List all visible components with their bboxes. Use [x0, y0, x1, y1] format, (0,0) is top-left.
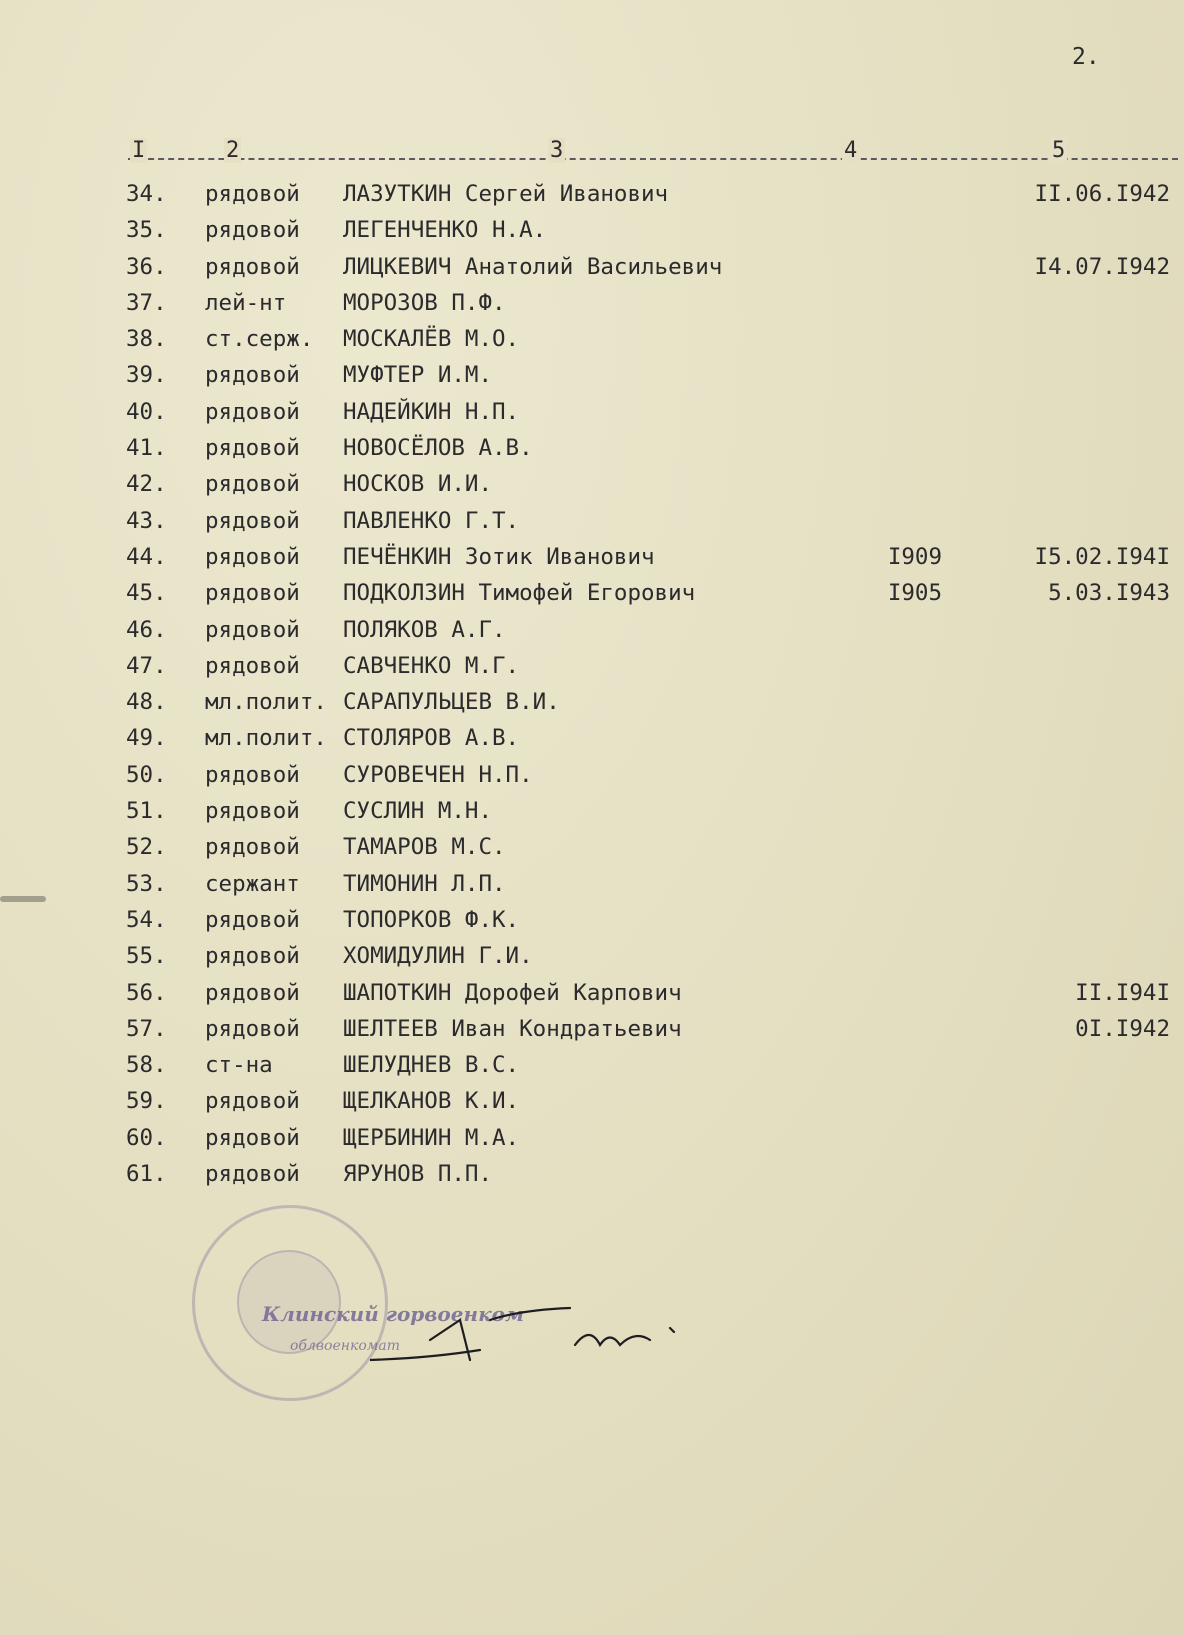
rank: рядовой [205, 834, 300, 861]
rank: рядовой [205, 217, 300, 244]
stamp-text: Клинский горвоенком [262, 1302, 524, 1326]
row-number: 56. [126, 979, 167, 1006]
rank: рядовой [205, 580, 300, 607]
list-item [0, 648, 1184, 684]
rank: рядовой [205, 616, 300, 643]
date: I5.02.I94I [1034, 543, 1170, 570]
list-item [0, 575, 1184, 611]
person-name: ТОПОРКОВ Ф.К. [343, 906, 520, 933]
row-number: 38. [126, 326, 167, 353]
person-name: САВЧЕНКО М.Г. [343, 652, 520, 679]
date: II.06.I942 [1034, 181, 1170, 207]
column-number-2: 2 [226, 138, 240, 163]
rank: рядовой [205, 471, 300, 498]
person-name: СУРОВЕЧЕН Н.П. [343, 761, 533, 788]
rank: рядовой [205, 398, 300, 425]
date: II.I94I [1075, 979, 1170, 1006]
row-number: 37. [126, 289, 167, 316]
rank: рядовой [205, 362, 300, 389]
list-item [0, 1083, 1184, 1119]
date: 5.03.I943 [1048, 580, 1170, 607]
list-item [0, 539, 1184, 575]
row-number: 59. [126, 1088, 167, 1115]
date: I4.07.I942 [1034, 253, 1170, 280]
list-item [0, 1120, 1184, 1156]
person-name: ТИМОНИН Л.П. [343, 870, 506, 897]
list-item [0, 430, 1184, 466]
list-item [0, 757, 1184, 793]
stamp-subtext: облвоенкомат [290, 1338, 400, 1354]
rank: ст.серж. [205, 326, 314, 353]
person-name: ХОМИДУЛИН Г.И. [343, 943, 533, 970]
list-item [0, 1156, 1184, 1192]
birth-year: I909 [887, 543, 942, 570]
column-number-3: 3 [550, 138, 564, 163]
rank: рядовой [205, 652, 300, 679]
person-name: ПОДКОЛЗИН Тимофей Егорович [343, 580, 696, 607]
person-name: ПЕЧЁНКИН Зотик Иванович [343, 543, 655, 570]
paper-edge-mark [0, 896, 46, 902]
person-name: МОСКАЛЁВ М.О. [343, 326, 520, 353]
person-name: ШЕЛУДНЕВ В.С. [343, 1052, 520, 1079]
person-name: СУСЛИН М.Н. [343, 798, 493, 825]
list-item [0, 1047, 1184, 1083]
list-item [0, 357, 1184, 393]
rank: сержант [205, 870, 300, 897]
row-number: 61. [126, 1161, 167, 1188]
person-name: САРАПУЛЬЦЕВ В.И. [343, 689, 560, 716]
rank: рядовой [205, 1088, 300, 1115]
person-name: МУФТЕР И.М. [343, 362, 493, 389]
list-item [0, 866, 1184, 902]
person-name: НАДЕЙКИН Н.П. [343, 398, 520, 425]
rank: рядовой [205, 761, 300, 788]
person-name: ЛИЦКЕВИЧ Анатолий Васильевич [343, 253, 723, 280]
list-item [0, 394, 1184, 430]
row-number: 35. [126, 217, 167, 244]
rank: рядовой [205, 1015, 300, 1042]
row-number: 41. [126, 435, 167, 462]
row-number: 43. [126, 507, 167, 534]
birth-year: I905 [887, 580, 942, 607]
row-number: 40. [126, 398, 167, 425]
rank: рядовой [205, 1161, 300, 1188]
list-item [0, 793, 1184, 829]
rank: рядовой [205, 507, 300, 534]
column-number-header [128, 138, 1178, 174]
row-number: 34. [126, 181, 167, 207]
row-number: 42. [126, 471, 167, 498]
row-number: 44. [126, 543, 167, 570]
rank: рядовой [205, 543, 300, 570]
rank: рядовой [205, 943, 300, 970]
list-item [0, 829, 1184, 865]
person-name: ЩЕЛКАНОВ К.И. [343, 1088, 520, 1115]
rank: рядовой [205, 253, 300, 280]
row-number: 52. [126, 834, 167, 861]
rank: рядовой [205, 181, 300, 207]
column-number-1: I [132, 138, 146, 163]
row-number: 46. [126, 616, 167, 643]
column-number-5: 5 [1052, 138, 1066, 163]
rank: рядовой [205, 435, 300, 462]
person-name: ПОЛЯКОВ А.Г. [343, 616, 506, 643]
header-dashed-rule [128, 158, 1178, 160]
row-number: 49. [126, 725, 167, 752]
row-number: 58. [126, 1052, 167, 1079]
rank: ст-на [205, 1052, 273, 1079]
list-item [0, 466, 1184, 502]
list-item [0, 684, 1184, 720]
rank: рядовой [205, 906, 300, 933]
person-name: МОРОЗОВ П.Ф. [343, 289, 506, 316]
list-item [0, 285, 1184, 321]
row-number: 53. [126, 870, 167, 897]
person-name: СТОЛЯРОВ А.В. [343, 725, 520, 752]
rank: рядовой [205, 1124, 300, 1151]
rank: мл.полит. [205, 689, 327, 716]
row-number: 36. [126, 253, 167, 280]
rank: рядовой [205, 979, 300, 1006]
row-number: 50. [126, 761, 167, 788]
person-name: ЩЕРБИНИН М.А. [343, 1124, 520, 1151]
page-number: 2. [1072, 44, 1100, 70]
person-name: НОВОСЁЛОВ А.В. [343, 435, 533, 462]
rank: мл.полит. [205, 725, 327, 752]
list-item [0, 902, 1184, 938]
person-name: ШАПОТКИН Дорофей Карпович [343, 979, 682, 1006]
person-name: ПАВЛЕНКО Г.Т. [343, 507, 520, 534]
row-number: 45. [126, 580, 167, 607]
row-number: 54. [126, 906, 167, 933]
date: 0I.I942 [1075, 1015, 1170, 1042]
rank: лей-нт [205, 289, 287, 316]
list-item [0, 249, 1184, 285]
list-item [0, 212, 1184, 248]
person-name: ТАМАРОВ М.С. [343, 834, 506, 861]
person-name: ЛАЗУТКИН Сергей Иванович [343, 181, 669, 207]
row-number: 55. [126, 943, 167, 970]
person-name: ШЕЛТЕЕВ Иван Кондратьевич [343, 1015, 682, 1042]
list-item [0, 938, 1184, 974]
row-number: 47. [126, 652, 167, 679]
personnel-list [0, 176, 1184, 1192]
list-item [0, 975, 1184, 1011]
list-item [0, 321, 1184, 357]
person-name: ЛЕГЕНЧЕНКО Н.А. [343, 217, 547, 244]
row-number: 51. [126, 798, 167, 825]
row-number: 60. [126, 1124, 167, 1151]
row-number: 57. [126, 1015, 167, 1042]
row-number: 39. [126, 362, 167, 389]
list-item [0, 1011, 1184, 1047]
person-name: ЯРУНОВ П.П. [343, 1161, 493, 1188]
row-number: 48. [126, 689, 167, 716]
list-item [0, 503, 1184, 539]
list-item [0, 612, 1184, 648]
column-number-4: 4 [844, 138, 858, 163]
handwritten-signature [370, 1300, 710, 1390]
list-item [0, 176, 1184, 212]
rank: рядовой [205, 798, 300, 825]
list-item [0, 720, 1184, 756]
person-name: НОСКОВ И.И. [343, 471, 493, 498]
